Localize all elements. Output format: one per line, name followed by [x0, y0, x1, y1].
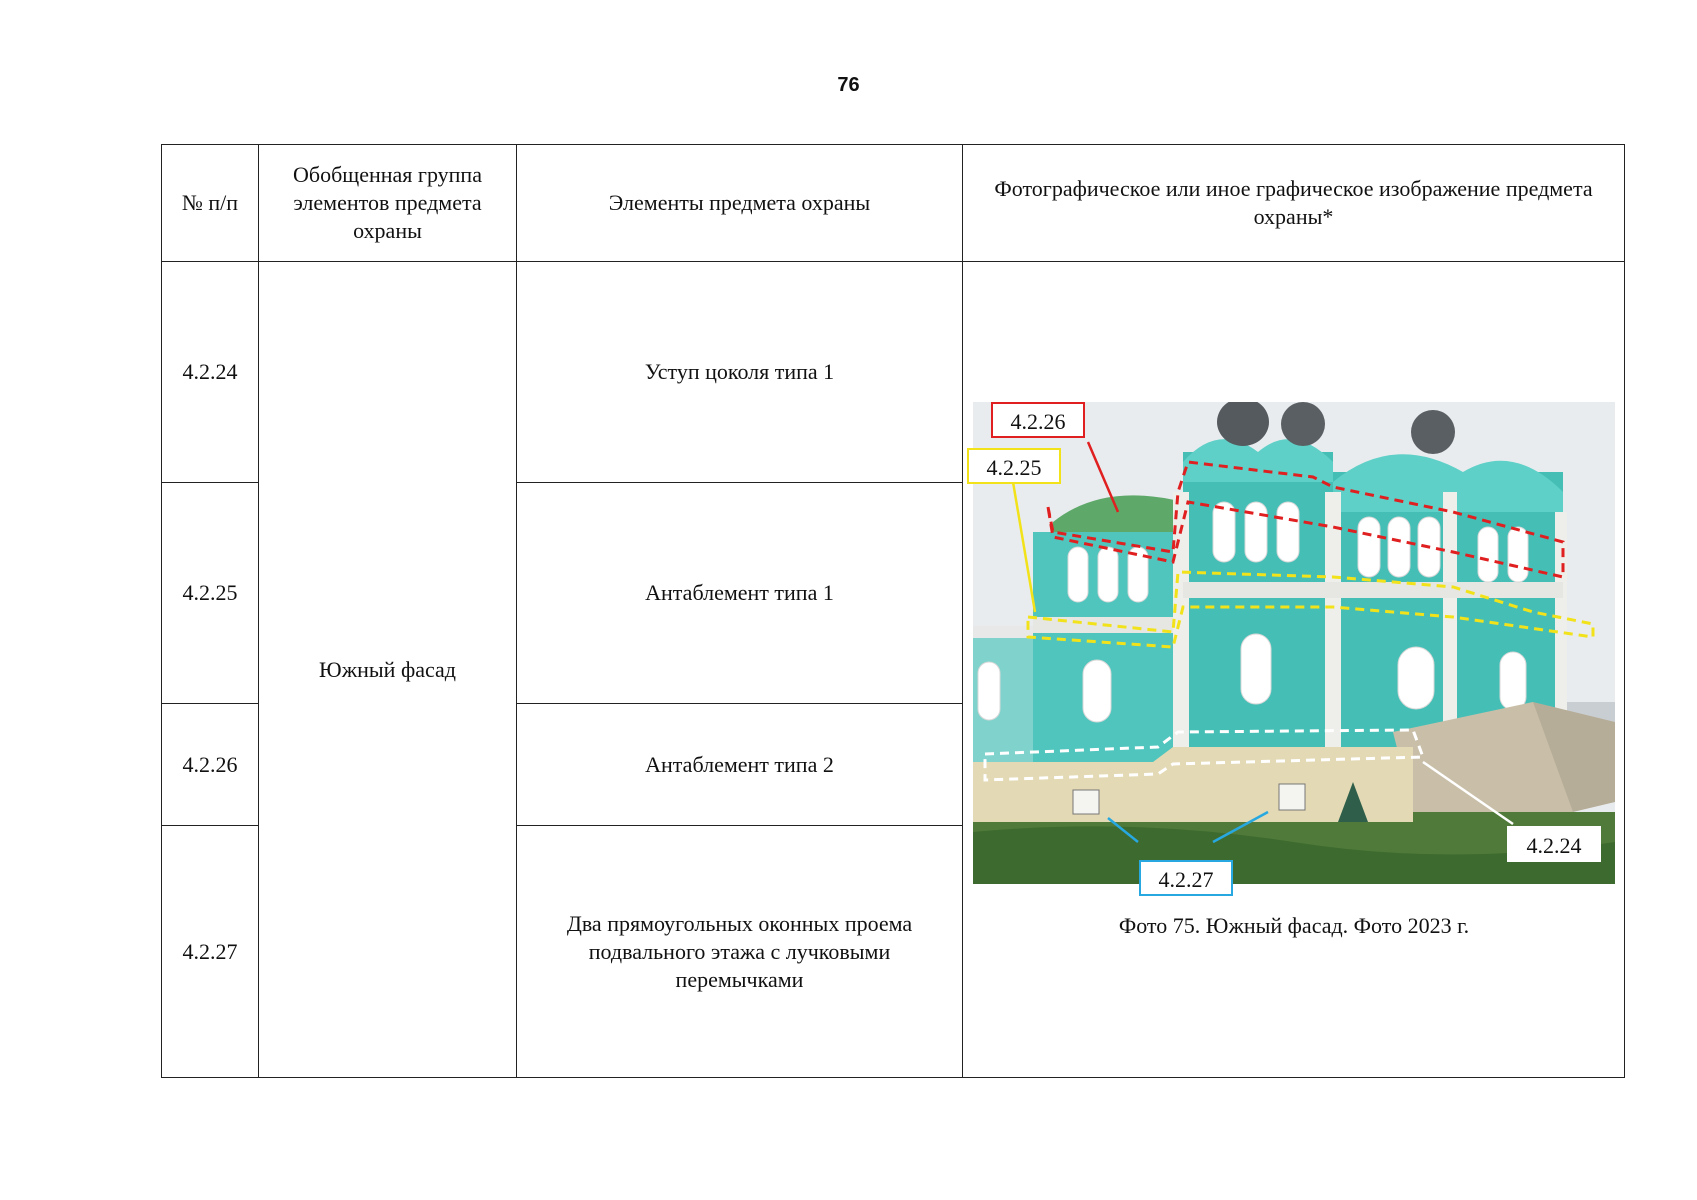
header-group: Обобщенная группа элементов предмета охраны — [259, 145, 517, 262]
row-number: 4.2.24 — [162, 262, 259, 483]
facade-photo-figure — [973, 402, 1615, 940]
group-cell: Южный фасад — [259, 262, 517, 1078]
row-element: Два прямоугольных оконных проема подвального этажа с лучковыми перемычками — [517, 826, 963, 1078]
callout-4-2-26: 4.2.26 — [991, 402, 1085, 438]
callout-4-2-25: 4.2.25 — [967, 448, 1061, 484]
protection-elements-table — [161, 144, 1625, 1078]
row-number: 4.2.26 — [162, 704, 259, 826]
row-number: 4.2.25 — [162, 483, 259, 704]
row-element: Антаблемент типа 2 — [517, 704, 963, 826]
row-element: Уступ цоколя типа 1 — [517, 262, 963, 483]
callout-4-2-24: 4.2.24 — [1507, 826, 1601, 862]
facade-photo — [973, 402, 1615, 884]
header-number: № п/п — [162, 145, 259, 262]
page-number: 76 — [837, 74, 860, 96]
row-number: 4.2.27 — [162, 826, 259, 1078]
table-row — [162, 262, 1625, 483]
header-image: Фотографическое или иное графическое изображение предмета охраны* — [963, 145, 1625, 262]
photo-caption: Фото 75. Южный фасад. Фото 2023 г. — [1118, 913, 1470, 938]
image-cell — [963, 262, 1625, 1078]
header-elements: Элементы предмета охраны — [517, 145, 963, 262]
table-header-row — [162, 145, 1625, 262]
row-element: Антаблемент типа 1 — [517, 483, 963, 704]
callout-4-2-27: 4.2.27 — [1139, 860, 1233, 896]
